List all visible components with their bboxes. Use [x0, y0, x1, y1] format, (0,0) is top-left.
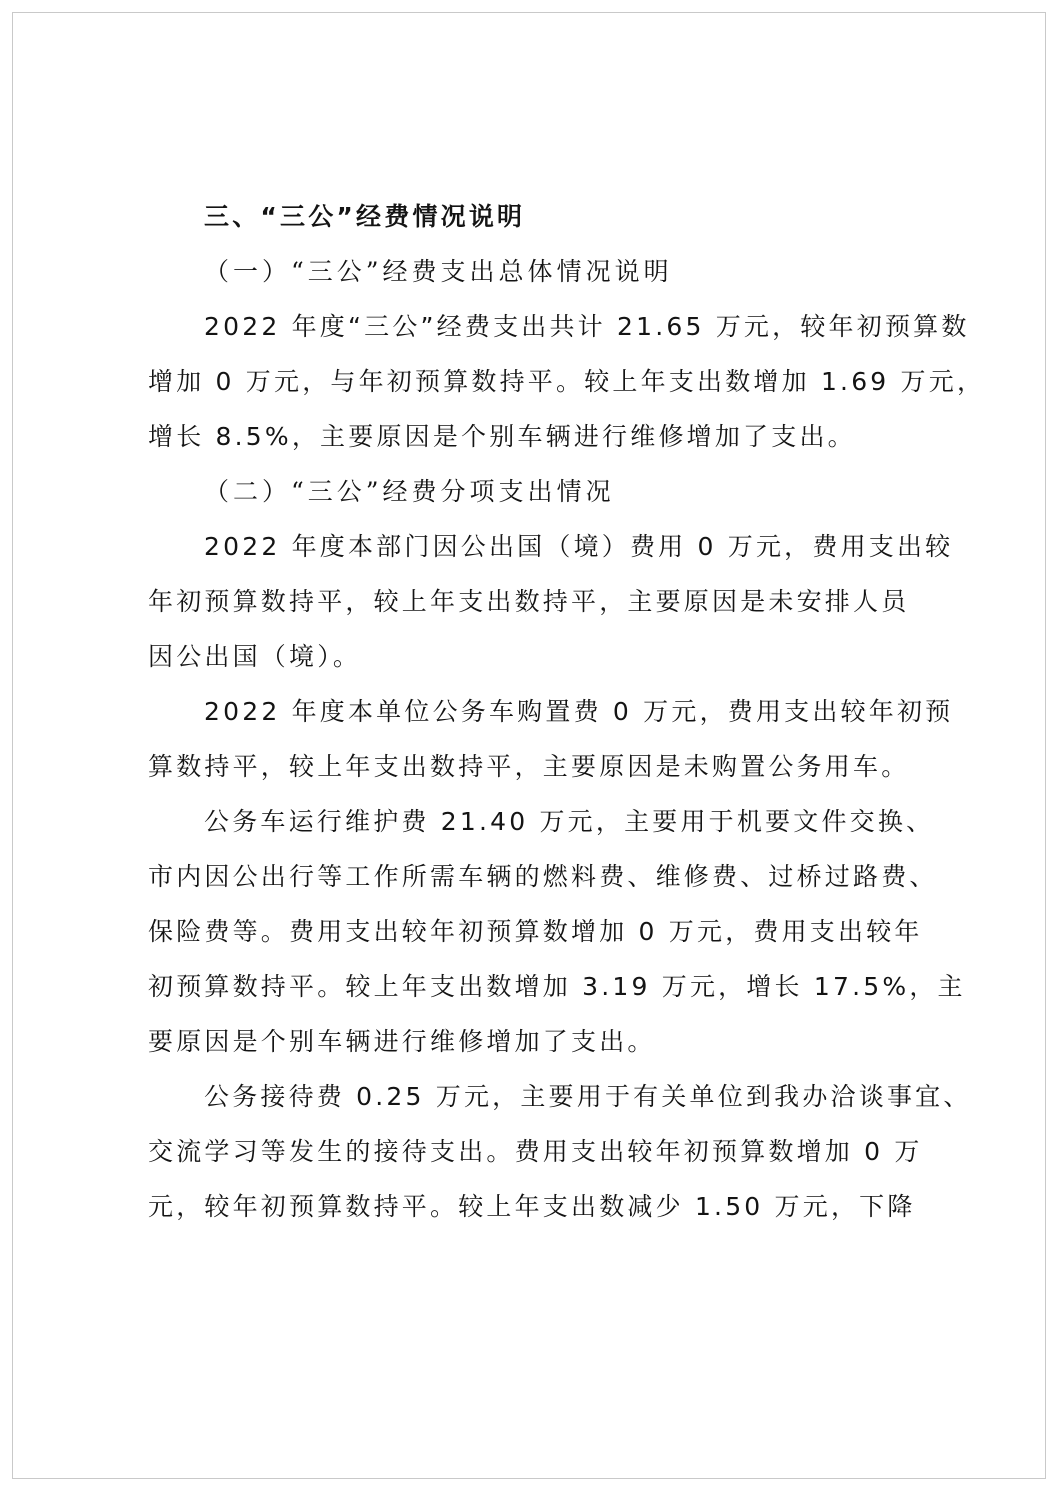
- section-heading: 三、“三公”经费情况说明: [204, 202, 526, 231]
- paragraph-travel-line-2: 年初预算数持平，较上年支出数持平，主要原因是未安排人员: [148, 587, 910, 616]
- paragraph-travel-line-3: 因公出国（境）。: [148, 642, 362, 671]
- subheading-overview: （一）“三公”经费支出总体情况说明: [204, 257, 673, 286]
- subheading-itemized: （二）“三公”经费分项支出情况: [204, 477, 615, 506]
- paragraph-reception-line-3: 元，较年初预算数持平。较上年支出数减少 1.50 万元，下降: [148, 1192, 916, 1221]
- paragraph-reception-line-1: 公务接待费 0.25 万元，主要用于有关单位到我办洽谈事宜、: [204, 1082, 972, 1111]
- paragraph-overview-line-1: 2022 年度“三公”经费支出共计 21.65 万元，较年初预算数: [204, 312, 970, 341]
- paragraph-overview-line-2: 增加 0 万元，与年初预算数持平。较上年支出数增加 1.69 万元，: [148, 367, 986, 396]
- paragraph-vehicle-maintenance-line-5: 要原因是个别车辆进行维修增加了支出。: [148, 1027, 656, 1056]
- paragraph-vehicle-maintenance-line-4: 初预算数持平。较上年支出数增加 3.19 万元，增长 17.5%，主: [148, 972, 966, 1001]
- paragraph-vehicle-maintenance-line-2: 市内因公出行等工作所需车辆的燃料费、维修费、过桥过路费、: [148, 862, 938, 891]
- paragraph-vehicle-purchase-line-2: 算数持平，较上年支出数持平，主要原因是未购置公务用车。: [148, 752, 910, 781]
- paragraph-reception-line-2: 交流学习等发生的接待支出。费用支出较年初预算数增加 0 万: [148, 1137, 923, 1166]
- paragraph-vehicle-maintenance-line-1: 公务车运行维护费 21.40 万元，主要用于机要文件交换、: [204, 807, 935, 836]
- paragraph-overview-line-3: 增长 8.5%，主要原因是个别车辆进行维修增加了支出。: [148, 422, 856, 451]
- paragraph-vehicle-maintenance-line-3: 保险费等。费用支出较年初预算数增加 0 万元，费用支出较年: [148, 917, 923, 946]
- paragraph-travel-line-1: 2022 年度本部门因公出国（境）费用 0 万元，费用支出较: [204, 532, 954, 561]
- paragraph-vehicle-purchase-line-1: 2022 年度本单位公务车购置费 0 万元，费用支出较年初预: [204, 697, 954, 726]
- document-page: [12, 12, 1046, 1479]
